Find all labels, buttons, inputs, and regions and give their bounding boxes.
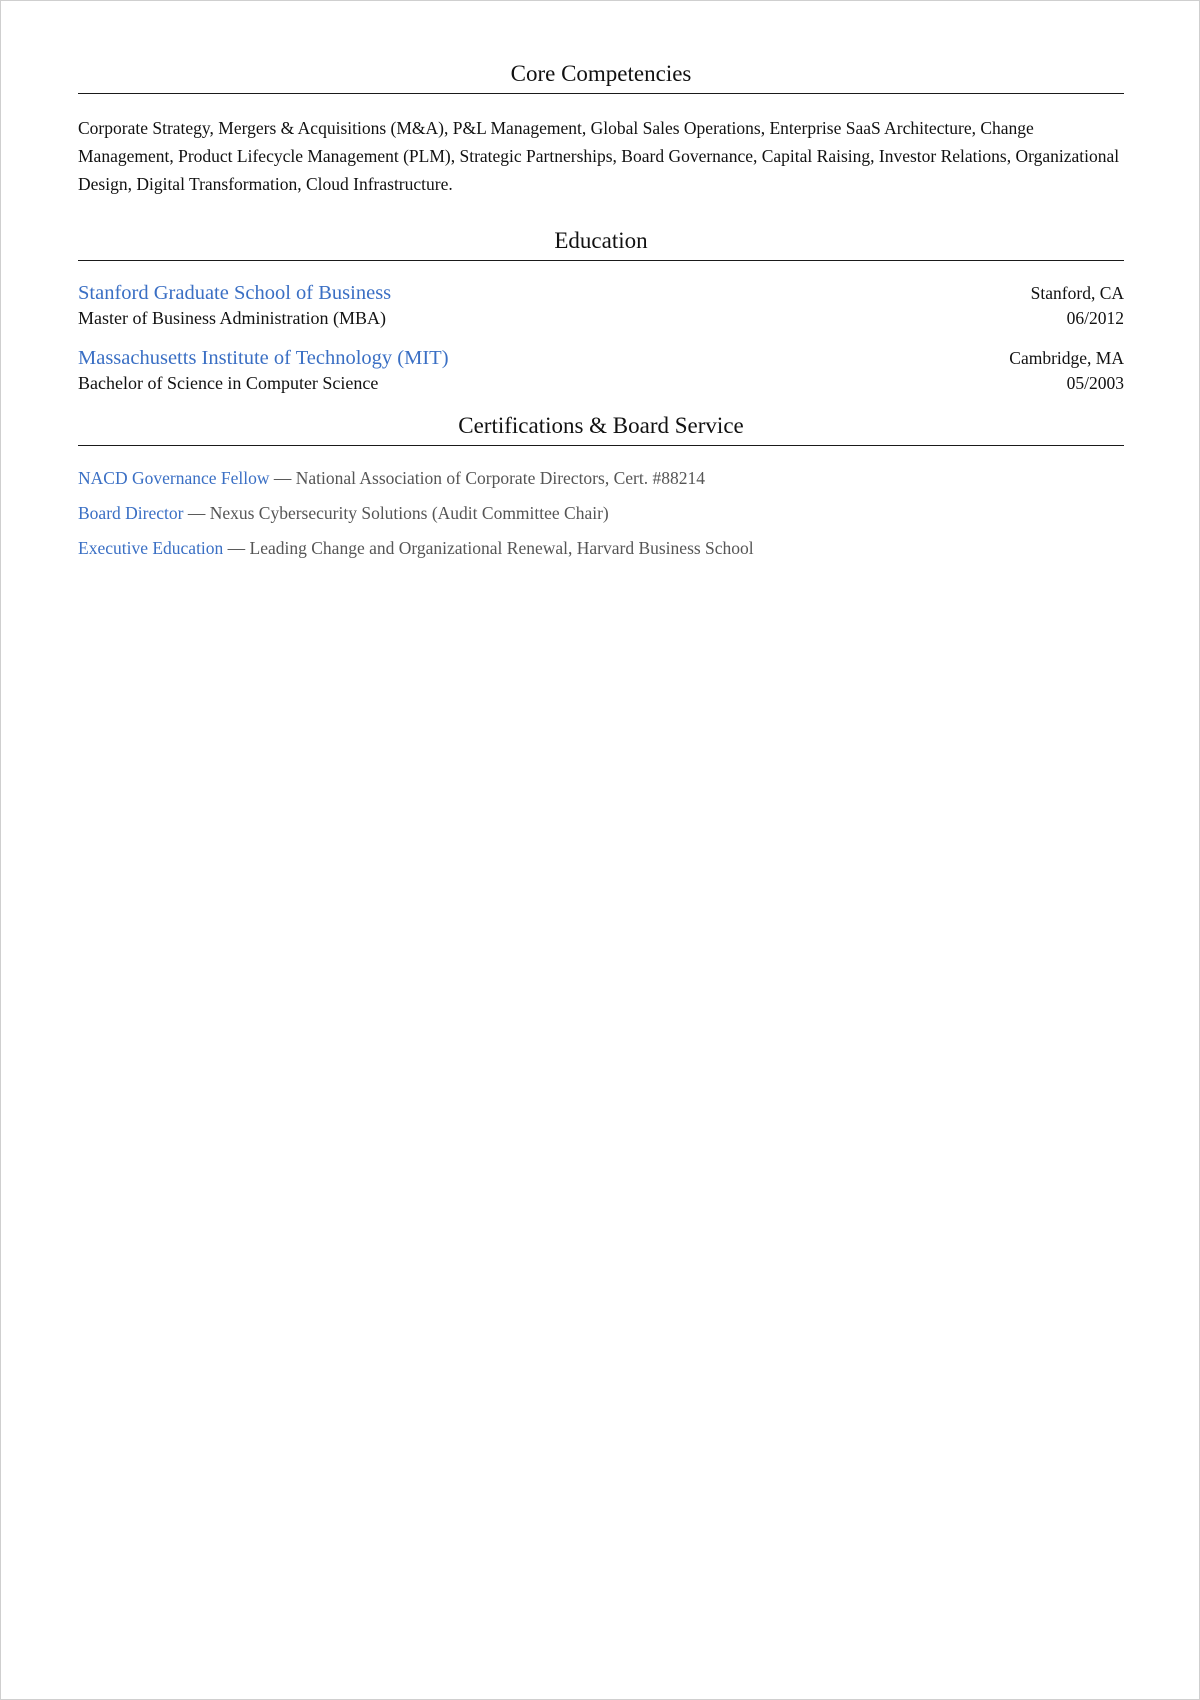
competencies-section <box>78 59 1124 198</box>
certification-item <box>78 466 1124 490</box>
education-location: Stanford, CA <box>1030 283 1124 303</box>
certification-separator: — <box>273 468 292 488</box>
certification-item <box>78 536 1124 560</box>
education-section <box>78 226 1124 395</box>
education-heading: Education <box>78 226 1124 261</box>
education-date: 05/2003 <box>1066 373 1124 393</box>
certification-detail: Nexus Cybersecurity Solutions (Audit Committee Chair) <box>209 503 609 523</box>
certification-title: Board Director <box>78 503 184 523</box>
certification-separator: — <box>187 503 206 523</box>
certification-separator: — <box>227 538 246 558</box>
degree: Bachelor of Science in Computer Science <box>78 373 379 393</box>
school-name: Stanford Graduate School of Business <box>78 282 392 304</box>
competencies-text: Corporate Strategy, Mergers & Acquisitions (M&A), P&L Management, Global Sales Operations, Enterprise SaaS Architecture, Change Management, Product Lifecycle Management (PLM), Strategic Partnerships, Board Governance, Capital Raising, Investor Relations, Organizational Design, Digital Transformation, Cloud Infrastructure. <box>78 118 1120 194</box>
certifications-heading: Certifications & Board Service <box>78 411 1124 446</box>
resume-content <box>78 59 1124 571</box>
education-entry <box>78 346 1124 395</box>
degree: Master of Business Administration (MBA) <box>78 308 386 328</box>
certification-detail: National Association of Corporate Directors, Cert. #88214 <box>295 468 705 488</box>
certification-item <box>78 501 1124 525</box>
competencies-heading: Core Competencies <box>78 59 1124 94</box>
education-entry <box>78 281 1124 330</box>
certifications-section <box>78 411 1124 560</box>
education-date: 06/2012 <box>1066 308 1124 328</box>
certification-detail: Leading Change and Organizational Renewal, Harvard Business School <box>249 538 754 558</box>
education-list <box>78 281 1124 395</box>
certification-title: Executive Education <box>78 538 224 558</box>
education-location: Cambridge, MA <box>1009 348 1124 368</box>
certification-title: NACD Governance Fellow <box>78 468 270 488</box>
school-name: Massachusetts Institute of Technology (MIT) <box>78 347 449 369</box>
certifications-list <box>78 466 1124 560</box>
